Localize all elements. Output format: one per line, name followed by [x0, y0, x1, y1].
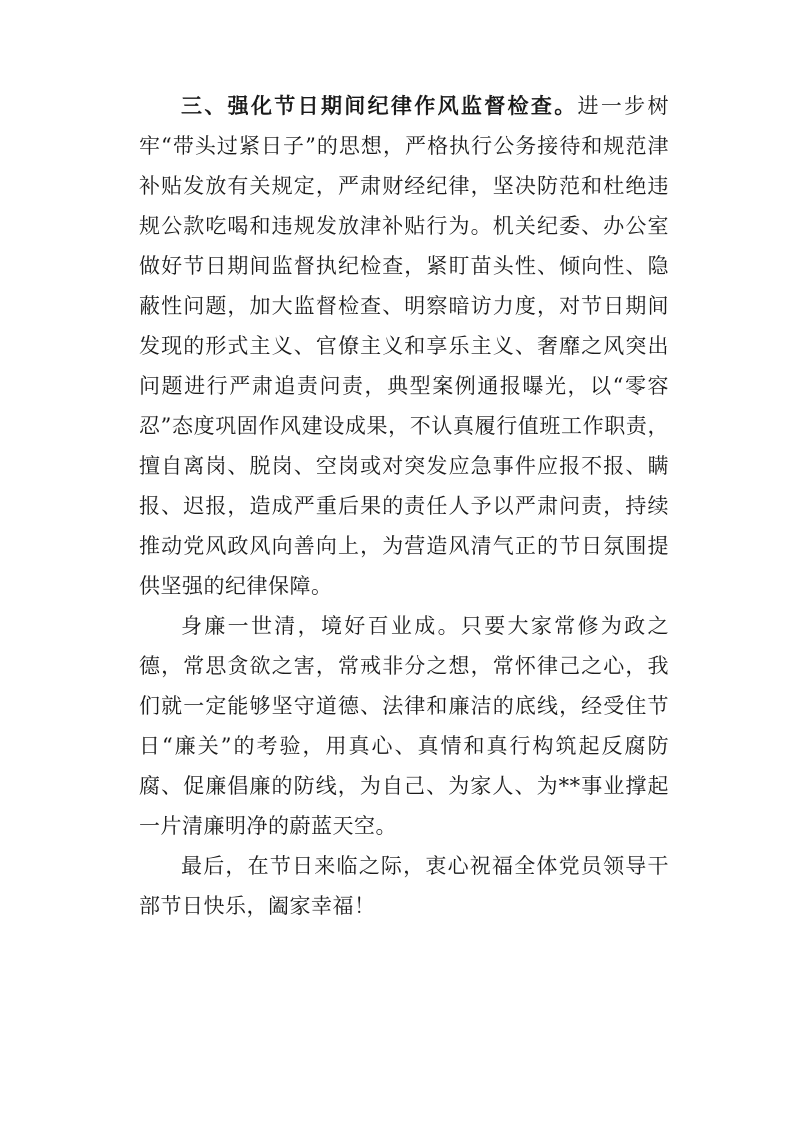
document-body — [139, 86, 669, 926]
section-3-body: 进一步树牢“带头过紧日子”的思想，严格执行公务接待和规范津补贴发放有关规定，严肃财经纪律，坚决防范和杜绝违规公款吃喝和违规发放津补贴行为。机关纪委、办公室做好节日期间监督执纪检查，紧盯苗头性、倾向性、隐蔽性问题，加大监督检查、明察暗访力度，对节日期间发现的形式主义、官僚主义和享乐主义、奢靡之风突出问题进行严肃追责问责，典型案例通报曝光，以“零容忍”态度巩固作风建设成果，不认真履行值班工作职责，擅自离岗、脱岗、空岗或对突发应急事件应报不报、瞒报、迟报，造成严重后果的责任人予以严肃问责，持续推动党风政风向善向上，为营造风清气正的节日氛围提供坚强的纪律保障。 — [139, 94, 670, 598]
closing-paragraph: 最后，在节日来临之际，衷心祝福全体党员领导干部节日快乐，阖家幸福！ — [139, 854, 669, 918]
integrity-paragraph: 身廉一世清，境好百业成。只要大家常修为政之德，常思贪欲之害，常戒非分之想，常怀律己之心，我们就一定能够坚守道德、法律和廉洁的底线，经受住节日“廉关”的考验，用真心、真情和真行构筑起反腐防腐、促廉倡廉的防线，为自己、为家人、为**事业撑起一片清廉明净的蔚蓝天空。 — [139, 614, 669, 838]
section-3-heading: 三、强化节日期间纪律作风监督检查。 — [181, 94, 578, 118]
section-3-paragraph — [139, 86, 669, 606]
